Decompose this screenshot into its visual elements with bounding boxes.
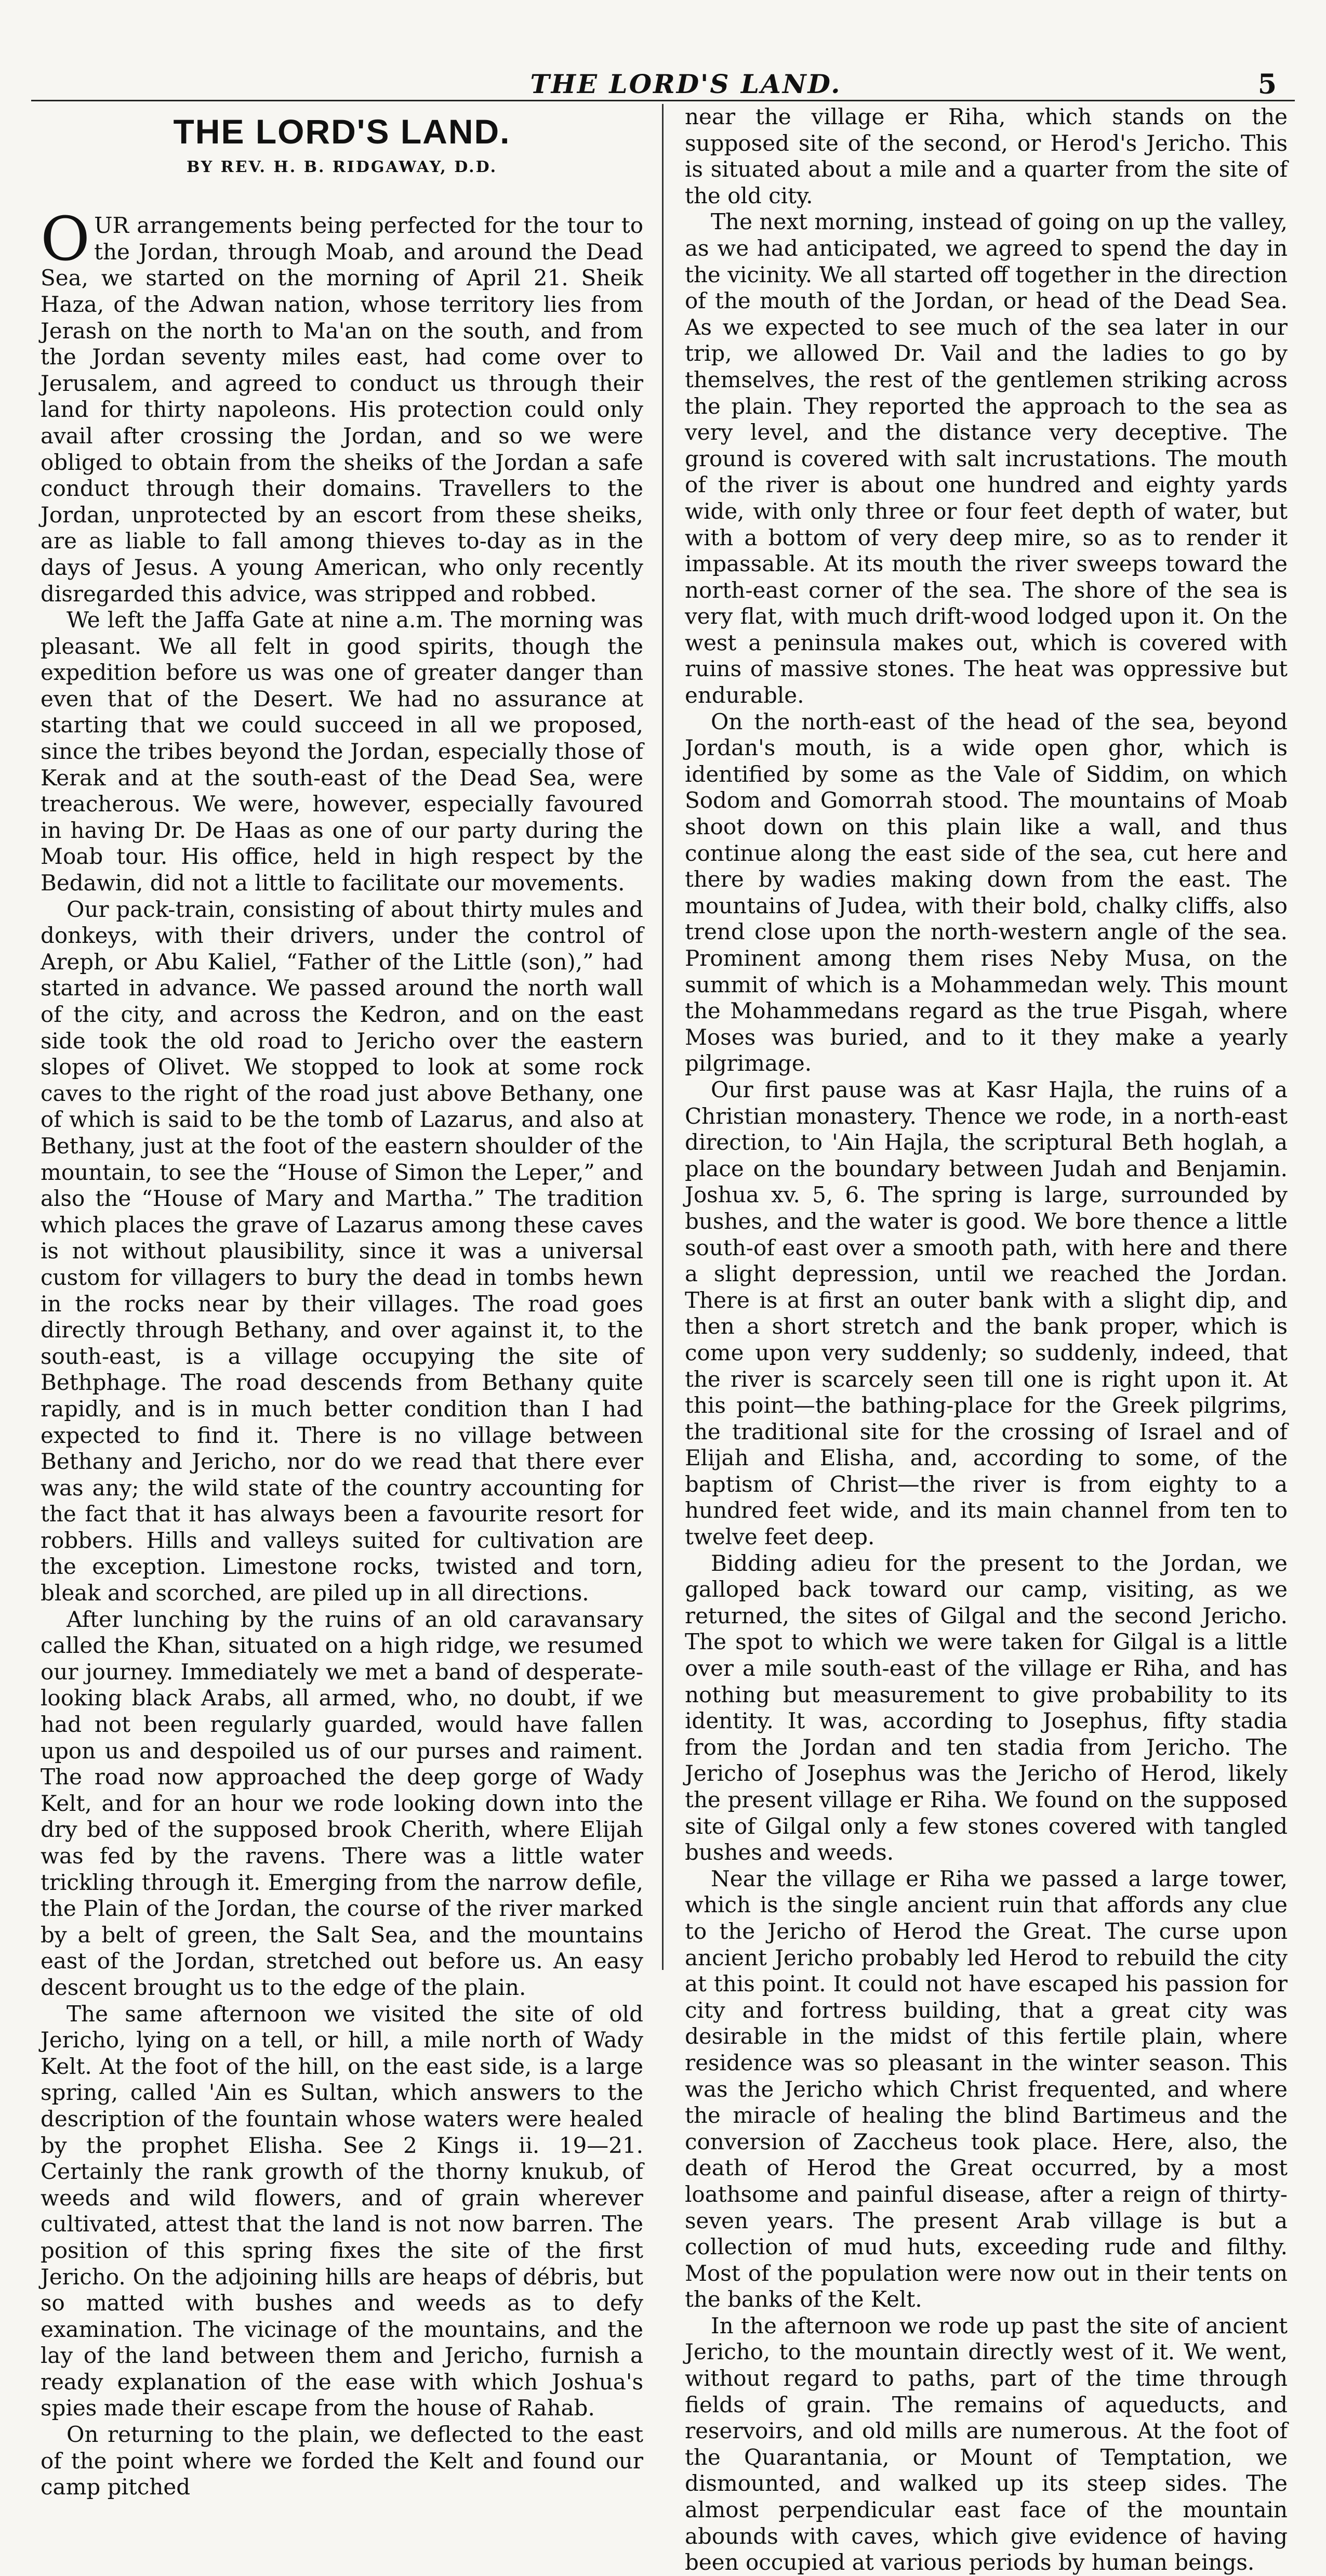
paragraph: Our pack-train, consisting of about thirty mules and donkeys, with their drivers, under the control of Areph, or Abu Kaliel, “Father of the Little (son),” had started in advance. We passed around the north wall of the city, and across the Kedron, and on the east side took the old road to Jericho over the eastern slopes of Olivet. We stopped to look at some rock caves to the right of the road just above Bethany, one of which is said to be the tomb of Lazarus, and also at Bethany, just at the foot of the eastern shoulder of the mountain, to see the “House of Simon the Leper,” and also the “House of Mary and Martha.” The tradition which places the grave of Lazarus among these caves is not without plausibility, since it was a universal custom for villagers to bury the dead in tombs hewn in the rocks near by their villages. The road goes directly through Bethany, and over against it, to the south-east, is a village occupying the site of Bethphage. The road descends from Bethany quite rapidly, and is in much better condition than I had expected to find it. There is no village between Bethany and Jericho, nor do we read that there ever was any; the wild state of the country accounting for the fact that it has always been a favourite resort for robbers. Hills and valleys suited for cultivation are the exception. Limestone rocks, twisted and torn, bleak and scorched, are piled up in all directions. [41,896,643,1606]
running-head [0,62,1326,104]
paragraph: On the north-east of the head of the sea, beyond Jordan's mouth, is a wide open ghor, which is identified by some as the Vale of Siddim, on which Sodom and Gomorrah stood. The mountains of Moab shoot down on this plain like a wall, and thus continue along the east side of the sea, cut here and there by wadies making down from the east. The mountains of Judea, with their bold, chalky cliffs, also trend close upon the north-western angle of the sea. Prominent among them rises Neby Musa, on the summit of which is a Mohammedan wely. This mount the Mohammedans regard as the true Pisgah, where Moses was buried, and to it they make a yearly pilgrimage. [685,708,1288,1076]
paragraph: Bidding adieu for the present to the Jordan, we galloped back toward our camp, visiting, as we returned, the sites of Gilgal and the second Jericho. The spot to which we were taken for Gilgal is a little over a mile south-east of the village er Riha, and has nothing but measurement to give probability to its identity. It was, according to Josephus, fifty stadia from the Jordan and ten stadia from Jericho. The Jericho of Josephus was the Jericho of Herod, likely the present village er Riha. We found on the supposed site of Gilgal only a few stones covered with tangled bushes and weeds. [685,1550,1288,1865]
column-divider [662,104,664,1970]
article-title: THE LORD'S LAND. [173,112,511,151]
paragraph: In the afternoon we rode up past the site of ancient Jericho, to the mountain directly west of it. We went, without regard to paths, part of the time through fields of grain. The remains of aqueducts, and reservoirs, and old mills are numerous. At the foot of the Quarantania, or Mount of Temptation, we dismounted, and walked up its steep sides. The almost perpendicular east face of the mountain abounds with caves, which give evidence of having been occupied at various periods by human beings. [685,2312,1288,2575]
paragraph: After lunching by the ruins of an old caravansary called the Khan, situated on a high ridge, we resumed our journey. Immediately we met a band of desperate-looking black Arabs, all armed, who, no doubt, if we had not been regularly guarded, would have fallen upon us and despoiled us of our purses and raiment. The road now approached the deep gorge of Wady Kelt, and for an hour we rode looking down into the dry bed of the supposed brook Cherith, where Elijah was fed by the ravens. There was a little water trickling through it. Emerging from the narrow defile, the Plain of the Jordan, the course of the river marked by a belt of green, the Salt Sea, and the mountains east of the Jordan, stretched out before us. An easy descent brought us to the edge of the plain. [41,1606,643,2000]
right-column [685,104,1288,2575]
running-title: THE LORD'S LAND. [530,69,842,99]
drop-cap: O [41,204,90,275]
paragraph: Our first pause was at Kasr Hajla, the ruins of a Christian monastery. Thence we rode, in a north-east direction, to 'Ain Hajla, the scriptural Beth hoglah, a place on the boundary between Judah and Benjamin. Joshua xv. 5, 6. The spring is large, surrounded by bushes, and the water is good. We bore thence a little south-of east over a smooth path, with here and there a slight depression, until we reached the Jordan. There is at first an outer bank with a slight dip, and then a short stretch and the bank proper, which is come upon very suddenly; so suddenly, indeed, that the river is scarcely seen till one is right upon it. At this point—the bathing-place for the Greek pilgrims, the traditional site for the crossing of Israel and of Elijah and Elisha, and, according to some, of the baptism of Christ—the river is from eighty to a hundred feet wide, and its main channel from ten to twelve feet deep. [685,1076,1288,1550]
paragraph: The same afternoon we visited the site of old Jericho, lying on a tell, or hill, a mile north of Wady Kelt. At the foot of the hill, on the east side, is a large spring, called 'Ain es Sultan, which answers to the description of the fountain whose waters were healed by the prophet Elisha. See 2 Kings ii. 19—21. Certainly the rank growth of the thorny knukub, of weeds and wild flowers, and of grain wherever cultivated, attest that the land is not now barren. The position of this spring fixes the site of the first Jericho. On the adjoining hills are heaps of débris, but so matted with bushes and weeds as to defy examination. The vicinage of the mountains, and the lay of the land between them and Jericho, furnish a ready explanation of the ease with which Joshua's spies made their escape from the house of Rahab. [41,2001,643,2421]
left-column [41,104,643,2500]
paragraph [41,204,643,607]
paragraph: Near the village er Riha we passed a large tower, which is the single ancient ruin that affords any clue to the Jericho of Herod the Great. The curse upon ancient Jericho probably led Herod to rebuild the city at this point. It could not have escaped his passion for city and fortress building, that a great city was desirable in the midst of this fertile plain, where residence was so pleasant in the winter season. This was the Jericho which Christ frequented, and where the miracle of healing the blind Bartimeus and the conversion of Zaccheus took place. Here, also, the death of Herod the Great occurred, by a most loathsome and painful disease, after a reign of thirty-seven years. The present Arab village is but a collection of mud huts, exceeding rude and filthy. Most of the population were now out in their tents on the banks of the Kelt. [685,1865,1288,2312]
paragraph-text: UR arrangements being perfected for the tour to the Jordan, through Moab, and around the Dead Sea, we started on the morning of April 21. Sheik Haza, of the Adwan nation, whose territory lies from Jerash on the north to Ma'an on the south, and from the Jordan seventy miles east, had come over to Jerusalem, and agreed to conduct us through their land for thirty napoleons. His protection could only avail after crossing the Jordan, and so we were obliged to obtain from the sheiks of the Jordan a safe conduct through their domains. Travellers to the Jordan, unprotected by an escort from these sheiks, are as liable to fall among thieves to-day as in the days of Jesus. A young American, who only recently disregarded this advice, was stripped and robbed. [41,213,643,607]
paragraph: We left the Jaffa Gate at nine a.m. The morning was pleasant. We all felt in good spirits, though the expedition before us was one of greater danger than even that of the Desert. We had no assurance at starting that we could succeed in all we proposed, since the tribes beyond the Jordan, especially those of Kerak and at the south-east of the Dead Sea, were treacherous. We were, however, especially favoured in having Dr. De Haas as one of our party during the Moab tour. His office, held in high respect by the Bedawin, did not a little to facilitate our movements. [41,607,643,896]
page-number: 5 [1257,69,1277,100]
paragraph: The next morning, instead of going on up the valley, as we had anticipated, we agreed to spend the day in the vicinity. We all started off together in the direction of the mouth of the Jordan, or head of the Dead Sea. As we expected to see much of the sea later in our trip, we allowed Dr. Vail and the ladies to go by themselves, the rest of the gentlemen striking across the plain. They reported the approach to the sea as very level, and the distance very deceptive. The ground is covered with salt incrustations. The mouth of the river is about one hundred and eighty yards wide, with only three or four feet depth of water, but with a bottom of very deep mire, so as to render it impassable. At its mouth the river sweeps toward the north-east corner of the sea. The shore of the sea is very flat, with much drift-wood lodged upon it. On the west a peninsula makes out, which is covered with ruins of massive stones. The heat was oppressive but endurable. [685,209,1288,708]
paragraph: On returning to the plain, we deflected to the east of the point where we forded the Kelt and found our camp pitched [41,2422,643,2500]
article-byline: BY REV. H. B. RIDGAWAY, D.D. [186,157,498,176]
header-rule [31,100,1295,101]
paragraph: near the village er Riha, which stands on the supposed site of the second, or Herod's Jericho. This is situated about a mile and a quarter from the site of the old city. [685,104,1288,208]
